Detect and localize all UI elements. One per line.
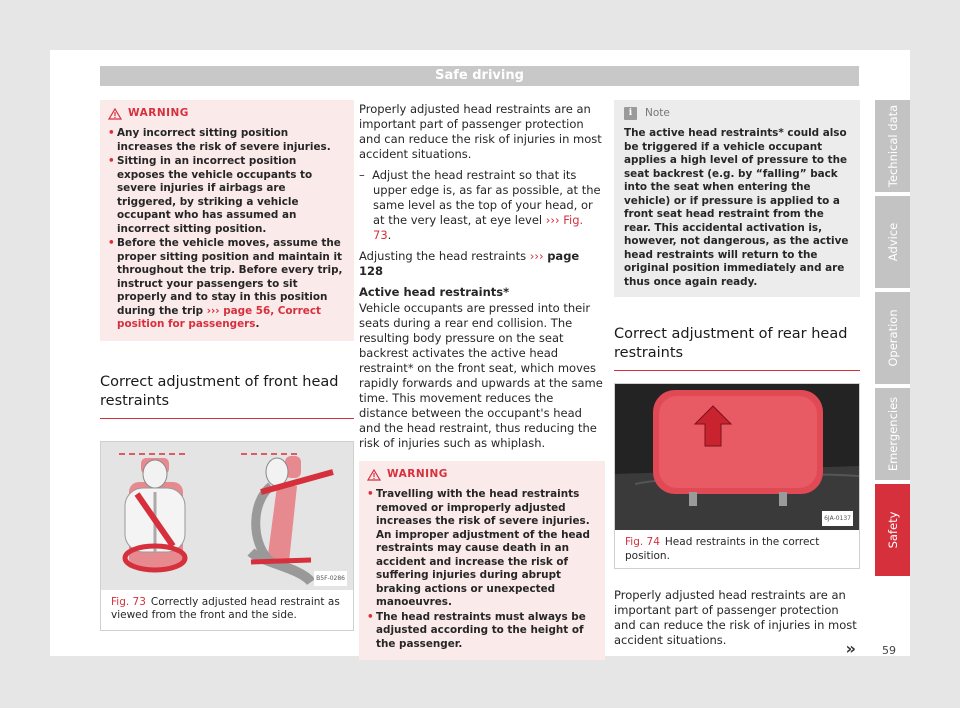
paragraph: Properly adjusted head restraints are an important part of passenger protection and can reduce the risk of injuries in most accident situations.	[614, 588, 857, 647]
tab-advice[interactable]: Advice	[875, 196, 910, 288]
figure-caption: Fig. 74 Head restraints in the correct position.	[625, 536, 820, 562]
section-heading-rear: Correct adjustment of rear head restraints	[614, 325, 860, 371]
tab-emergencies[interactable]: Emergencies	[875, 388, 910, 480]
chapter-tabs	[875, 100, 910, 580]
subheading: Active head restraints*	[359, 285, 510, 299]
warning-item: • The head restraints must always be adjusted according to the height of the passenger.	[367, 611, 597, 652]
column-left	[100, 100, 354, 631]
xref-arrow: ›››	[206, 304, 220, 317]
head-restraint-front-illustration	[101, 442, 353, 590]
figure-label: Fig. 74	[625, 536, 660, 548]
figure-74-image	[615, 384, 859, 530]
warning-label: WARNING	[128, 107, 189, 119]
figure-caption: Fig. 73 Correctly adjusted head restraint as viewed from the front and the side.	[111, 595, 340, 621]
figure-code: 6JA-0137	[822, 511, 853, 526]
figure-label: Fig. 73	[111, 595, 146, 608]
note-box	[614, 100, 860, 297]
warning-label: WARNING	[387, 468, 448, 480]
info-icon: i	[624, 107, 637, 120]
figure-73	[100, 441, 354, 631]
figure-74	[614, 383, 860, 569]
paragraph: Properly adjusted head restraints are an important part of passenger protection and can reduce the risk of injuries in most accident situations.	[359, 102, 602, 161]
xref-link[interactable]: page 56, Correct position for passengers	[117, 304, 321, 330]
warning-item: • Before the vehicle moves, assume the proper sitting position and maintain it throughout the trip. Before every trip, instruct your passengers to sit properly and to stay in this position during the trip ››› page 56, Correct position for passengers.	[108, 237, 346, 332]
figure-73-image	[101, 442, 353, 590]
tab-technical-data[interactable]: Technical data	[875, 100, 910, 192]
paragraph: Vehicle occupants are pressed into their seats during a rear end collision. The resulting body pressure on the seat backrest activates the active head restraint* on the front seat, which moves rapidly forwards and upwards at the same time. This movement reduces the distance between the occupant's head and the head restraint, thus reducing the risk of injuries such as whiplash.	[359, 301, 603, 450]
page-number: 59	[882, 644, 896, 657]
xref-link[interactable]: Fig. 73	[373, 213, 584, 242]
warning-item: • Travelling with the head restraints removed or improperly adjusted increases the risk of severe injuries. An improper adjustment of the head restraints may cause death in an accident and increase the risk of suffering injuries during abrupt braking actions or unexpected manoeuvres.	[367, 488, 597, 610]
section-heading-front: Correct adjustment of front head restraints	[100, 373, 354, 419]
warning-box-2	[359, 461, 605, 660]
instruction-item: – Adjust the head restraint so that its upper edge is, as far as possible, at the same level as the top of your head, or at the very least, at eye level ››› Fig. 73.	[359, 168, 601, 242]
warning-triangle-icon	[108, 108, 122, 120]
note-text: The active head restraints* could also be triggered if a vehicle occupant applies a high level of pressure to the seat backrest (e.g. by “falling” back into the seat when entering the vehicle) or if pressure is applied to a front seat head restraint from the rear. This accidental activation is, however, not dangerous, as the active head restraints will return to the original position immediately and are thus once again ready.	[624, 127, 849, 288]
continue-mark: »	[845, 639, 856, 658]
page-header: Safe driving	[100, 66, 859, 86]
paragraph: Adjusting the head restraints ››› page 128	[359, 249, 580, 278]
column-middle	[359, 102, 605, 660]
tab-safety[interactable]: Safety	[875, 484, 910, 576]
rear-head-restraint-photo	[615, 384, 859, 530]
figure-code: B5F-0286	[314, 571, 347, 586]
tab-operation[interactable]: Operation	[875, 292, 910, 384]
note-label: Note	[645, 107, 670, 119]
warning-item: • Any incorrect sitting position increases the risk of severe injuries.	[108, 127, 346, 154]
warning-triangle-icon	[367, 469, 381, 481]
warning-box-1	[100, 100, 354, 341]
xref-link[interactable]: page 128	[359, 249, 580, 278]
column-right	[614, 100, 860, 658]
warning-item: • Sitting in an incorrect position exposes the vehicle occupants to severe injuries if airbags are triggered, by striking a vehicle occupant who has assumed an incorrect sitting position.	[108, 155, 346, 236]
